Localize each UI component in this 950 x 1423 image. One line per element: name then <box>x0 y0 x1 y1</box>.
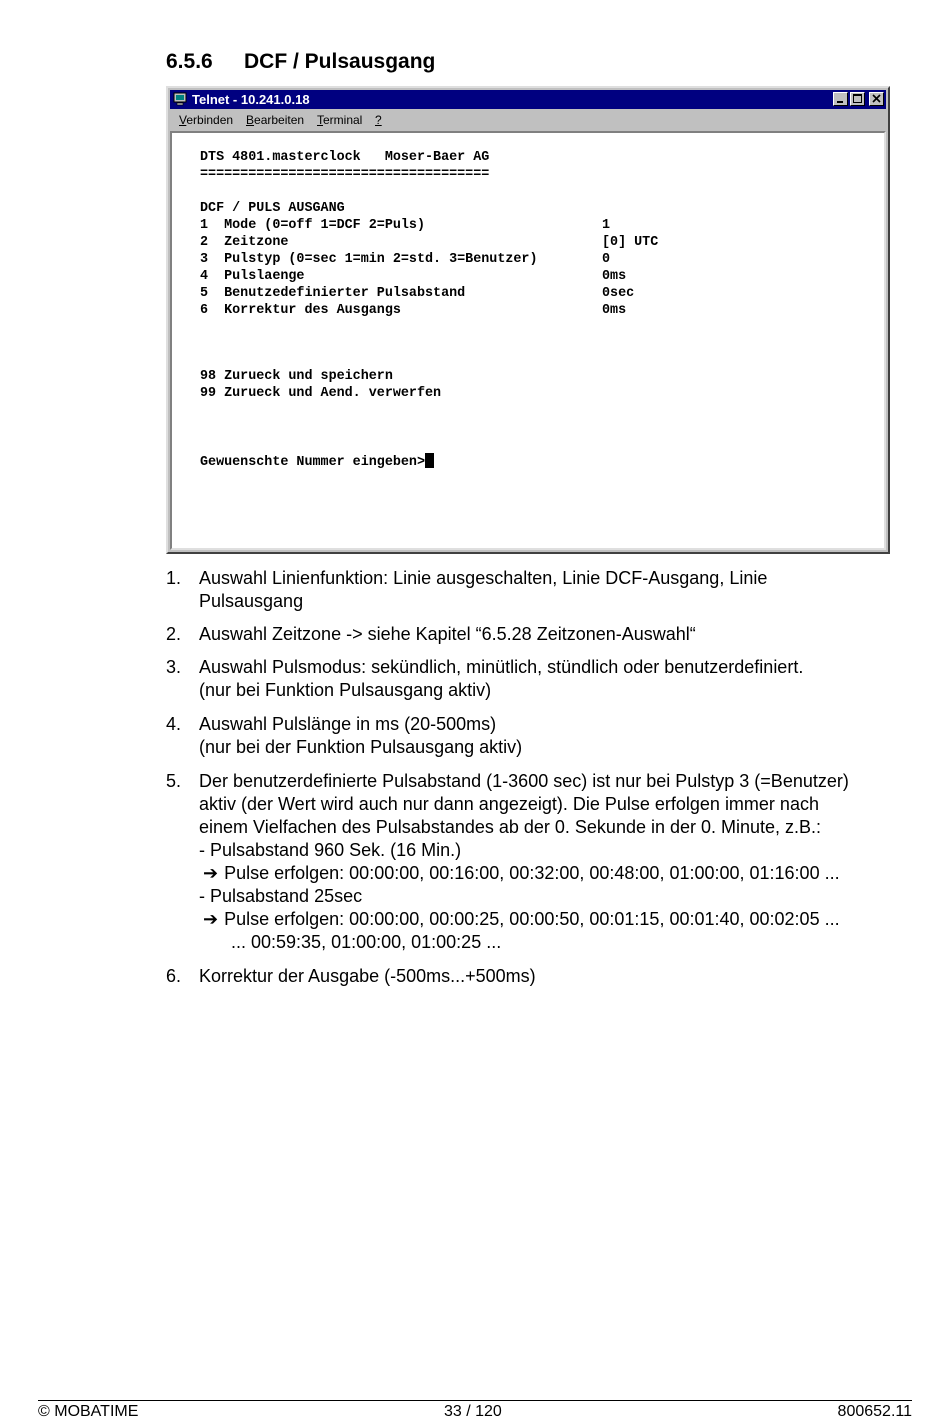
list-text: Auswahl Pulslänge in ms (20-500ms) <box>199 714 497 734</box>
terminal-section-title: DCF / PULS AUSGANG <box>200 201 345 216</box>
list-text: (nur bei Funktion Pulsausgang aktiv) <box>199 680 492 700</box>
menu-option-discard: 99 Zurueck und Aend. verwerfen <box>200 386 442 401</box>
minimize-button[interactable] <box>833 92 848 106</box>
window-title: Telnet - 10.241.0.18 <box>192 92 310 107</box>
menu-terminal[interactable]: Terminal <box>317 113 363 127</box>
footer-divider <box>38 1400 912 1401</box>
example-line: ➔ Pulse erfolgen: 00:00:00, 00:16:00, 00:32:00, 00:48:00, 01:00:00, 01:16:00 ... <box>203 863 840 883</box>
menu-help[interactable]: ? <box>375 113 382 127</box>
menu-option-value: 0 <box>602 252 611 267</box>
footer-page-number: 33 / 120 <box>444 1403 502 1420</box>
example-line: ➔ Pulse erfolgen: 00:00:00, 00:00:25, 00:00:50, 00:01:15, 00:01:40, 00:02:05 ... <box>203 909 840 929</box>
menu-option-label: 6 Korrektur des Ausgangs <box>200 303 401 318</box>
list-text: - Pulsabstand 25sec <box>199 886 363 906</box>
menu-option-label: 4 Pulslaenge <box>200 269 305 284</box>
terminal-prompt: Gewuenschte Nummer eingeben> <box>200 455 425 470</box>
section-number: 6.5.6 <box>166 50 213 73</box>
menu-option-label: 5 Benutzedefinierter Pulsabstand <box>200 286 466 301</box>
list-text: Auswahl Pulsmodus: sekündlich, minütlich, stündlich oder benutzerdefiniert. <box>199 657 804 677</box>
telnet-app-icon[interactable] <box>173 92 187 106</box>
list-number: 5. <box>166 771 182 791</box>
menu-verbinden[interactable]: Verbinden <box>179 113 234 127</box>
list-text: Pulsausgang <box>199 591 304 611</box>
example-continuation: ... 00:59:35, 01:00:00, 01:00:25 ... <box>231 932 502 952</box>
menu-bearbeiten[interactable]: Bearbeiten <box>246 113 305 127</box>
list-number: 3. <box>166 657 182 677</box>
menu-option-value: 0ms <box>602 269 627 284</box>
menu-bar <box>170 110 886 130</box>
terminal-header: DTS 4801.masterclock Moser-Baer AG <box>200 150 490 165</box>
menu-option-save: 98 Zurueck und speichern <box>200 369 393 384</box>
terminal-prompt-line[interactable] <box>200 453 434 471</box>
list-number: 1. <box>166 568 182 588</box>
list-text: Auswahl Zeitzone -> siehe Kapitel “6.5.28 Zeitzonen-Auswahl“ <box>199 624 696 644</box>
maximize-icon <box>851 93 864 105</box>
telnet-window <box>166 86 890 554</box>
list-text: einem Vielfachen des Pulsabstandes ab der 0. Sekunde in der 0. Minute, z.B.: <box>199 817 822 837</box>
menu-option-value: 0ms <box>602 303 627 318</box>
close-button[interactable] <box>869 92 884 106</box>
list-text: aktiv (der Wert wird auch nur dann angezeigt). Die Pulse erfolgen immer nach <box>199 794 819 814</box>
list-number: 4. <box>166 714 182 734</box>
list-text: (nur bei der Funktion Pulsausgang aktiv) <box>199 737 523 757</box>
close-icon <box>870 93 883 105</box>
list-text: Auswahl Linienfunktion: Linie ausgeschalten, Linie DCF-Ausgang, Linie <box>199 568 768 588</box>
terminal-separator: ==================================== <box>200 167 490 182</box>
title-bar[interactable] <box>170 90 886 109</box>
minimize-icon <box>834 93 847 105</box>
right-arrow-icon: ➔ <box>203 909 219 929</box>
section-title: DCF / Pulsausgang <box>244 50 436 73</box>
section-heading <box>166 50 435 74</box>
right-arrow-icon: ➔ <box>203 863 219 883</box>
terminal-cursor <box>425 453 434 468</box>
menu-option-value: [0] UTC <box>602 235 659 250</box>
list-number: 6. <box>166 966 182 986</box>
menu-option-label: 3 Pulstyp (0=sec 1=min 2=std. 3=Benutzer) <box>200 252 538 267</box>
menu-option-label: 2 Zeitzone <box>200 235 289 250</box>
footer-copyright: © MOBATIME <box>38 1403 139 1420</box>
menu-option-value: 0sec <box>602 286 635 301</box>
list-text: Der benutzerdefinierte Pulsabstand (1-3600 sec) ist nur bei Pulstyp 3 (=Benutzer) <box>199 771 849 791</box>
list-number: 2. <box>166 624 182 644</box>
list-text: Korrektur der Ausgabe (-500ms...+500ms) <box>199 966 536 986</box>
menu-option-value: 1 <box>602 218 611 233</box>
terminal-screen[interactable] <box>170 131 886 550</box>
footer-doc-number: 800652.11 <box>837 1403 912 1420</box>
list-text: - Pulsabstand 960 Sek. (16 Min.) <box>199 840 462 860</box>
menu-option-label: 1 Mode (0=off 1=DCF 2=Puls) <box>200 218 425 233</box>
maximize-button[interactable] <box>850 92 865 106</box>
